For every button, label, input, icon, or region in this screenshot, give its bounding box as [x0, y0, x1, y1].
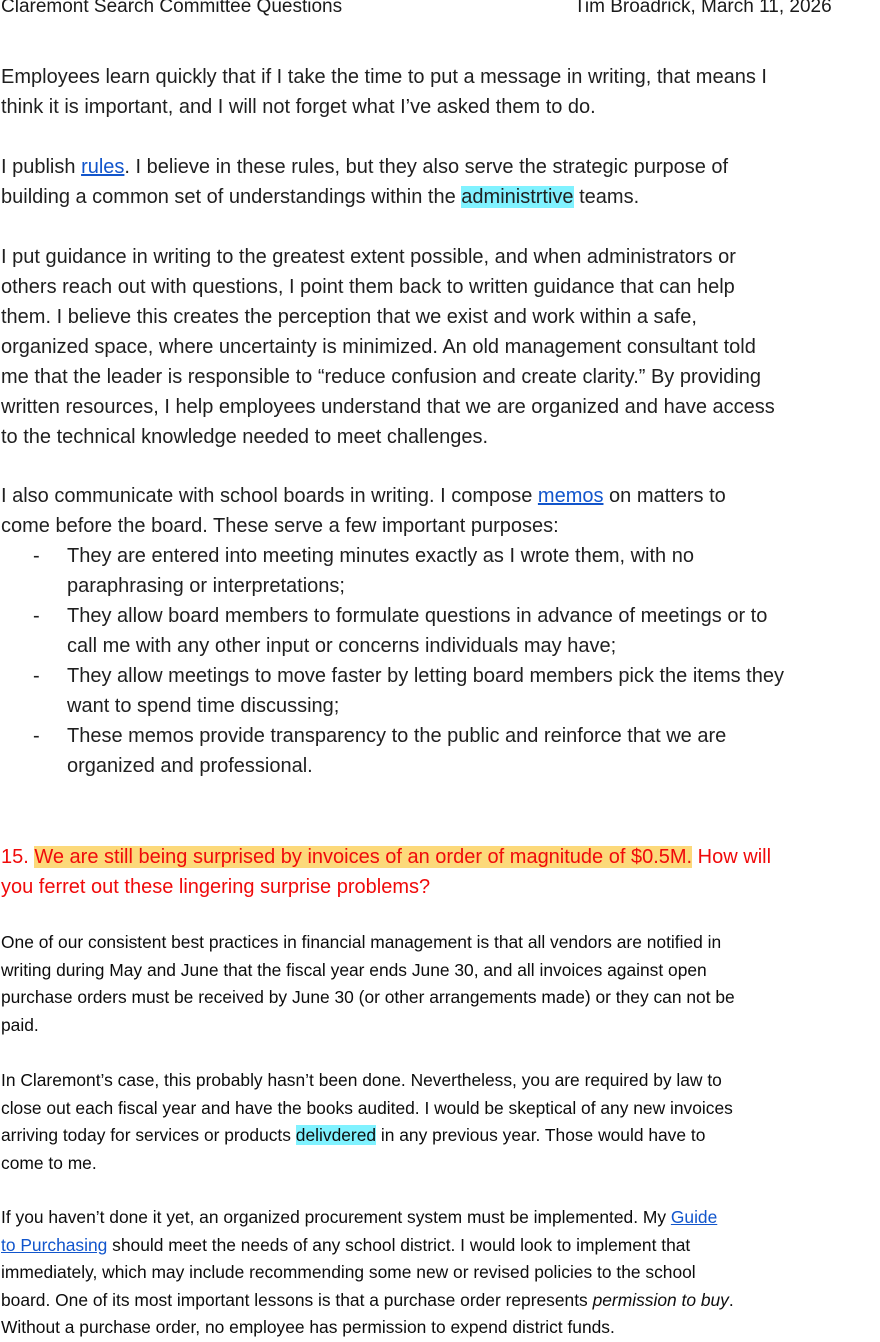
text-line: I also communicate with school boards in writing. I compose memos on matters to — [1, 485, 726, 507]
list-item: - These memos provide transparency to the public and reinforce that we are organized and professional. — [0, 721, 784, 781]
text-line: immediately, which may include recommending some new or revised policies to the school — [1, 1262, 696, 1282]
emphasis-text: permission to buy — [592, 1289, 729, 1310]
text-line: I put guidance in writing to the greatest extent possible, and when administrators or — [1, 246, 736, 268]
memos-link[interactable]: memos — [537, 485, 604, 507]
bullet-marker: - — [33, 605, 40, 627]
list-item: - They are entered into meeting minutes exactly as I wrote them, with no paraphrasing or interpretations; — [0, 541, 784, 601]
text-line: Employees learn quickly that if I take the time to put a message in writing, that means I — [1, 66, 767, 88]
text-line: others reach out with questions, I point them back to written guidance that can help — [1, 276, 735, 298]
question-number: 15. — [1, 846, 35, 868]
text-line: come before the board. These serve a few important purposes: — [1, 515, 559, 537]
text-line: writing during May and June that the fiscal year ends June 30, and all invoices against open — [1, 959, 707, 980]
text-line: to the technical knowledge needed to meet challenges. — [1, 426, 489, 448]
text-line: board. One of its most important lessons is that a purchase order represents permission to buy. — [1, 1289, 734, 1310]
text-line: think it is important, and I will not forget what I’ve asked them to do. — [1, 96, 596, 118]
text-line: close out each fiscal year and have the books audited. I would be skeptical of any new invoices — [1, 1097, 733, 1118]
list-item: - They allow board members to formulate questions in advance of meetings or to call me with any other input or concerns individuals may have; — [0, 601, 784, 661]
text-line: purchase orders must be received by June 30 (or other arrangements made) or they can not be — [1, 987, 735, 1007]
text-line: organized space, where uncertainty is minimized. An old management consultant told — [1, 336, 756, 358]
highlighted-word: delivdered — [295, 1125, 377, 1145]
answer-paragraph-procurement — [1, 1204, 734, 1342]
question-15 — [1, 842, 771, 902]
text-line: Without a purchase order, no employee has permission to expend district funds. — [1, 1317, 615, 1337]
text-line: building a common set of understandings within the administrtive teams. — [1, 186, 640, 208]
text-line: come to me. — [1, 1152, 97, 1173]
text-line: you ferret out these lingering surprise problems? — [1, 876, 431, 898]
paragraph-written-guidance — [1, 242, 775, 452]
header-author-date: Tim Broadrick, March 11, 2026 — [574, 0, 832, 17]
answer-paragraph-vendors — [1, 929, 735, 1039]
bullet-marker: - — [33, 545, 40, 567]
text-line: paid. — [1, 1014, 39, 1035]
highlighted-question: We are still being surprised by invoices of an order of magnitude of $0.5M. — [34, 846, 693, 868]
text-line: I publish rules. I believe in these rules, but they also serve the strategic purpose of — [1, 156, 729, 178]
paragraph-school-boards — [1, 481, 726, 541]
paragraph-rules — [1, 152, 728, 212]
paragraph-writing-importance — [1, 62, 767, 122]
text-line: arriving today for services or products delivdered in any previous year. Those would have to — [1, 1125, 706, 1145]
purposes-list — [0, 541, 784, 781]
text-line: One of our consistent best practices in financial management is that all vendors are notified in — [1, 932, 722, 952]
bullet-marker: - — [33, 665, 40, 687]
text-line: written resources, I help employees understand that we are organized and have access — [1, 396, 775, 418]
list-item: - They allow meetings to move faster by letting board members pick the items they want to spend time discussing; — [0, 661, 784, 721]
text-line: them. I believe this creates the perception that we exist and work within a safe, — [1, 306, 697, 328]
text-line: 15. We are still being surprised by invoices of an order of magnitude of $0.5M. How will — [1, 846, 772, 868]
answer-paragraph-claremont — [1, 1067, 733, 1177]
rules-link[interactable]: rules — [81, 156, 125, 178]
bullet-marker: - — [33, 725, 40, 747]
text-line: me that the leader is responsible to “reduce confusion and create clarity.” By providing — [1, 366, 762, 388]
text-line: to Purchasing should meet the needs of any school district. I would look to implement that — [1, 1234, 691, 1255]
header-title: Claremont Search Committee Questions — [1, 0, 343, 17]
highlighted-word: administrtive — [461, 186, 574, 208]
text-line: In Claremont’s case, this probably hasn’t been done. Nevertheless, you are required by law to — [1, 1070, 722, 1090]
guide-to-purchasing-link[interactable]: to Purchasing — [1, 1234, 108, 1255]
document-header — [0, 0, 880, 26]
text-line: If you haven’t done it yet, an organized procurement system must be implemented. My Guide — [1, 1207, 718, 1227]
guide-to-purchasing-link[interactable]: Guide — [670, 1207, 718, 1227]
